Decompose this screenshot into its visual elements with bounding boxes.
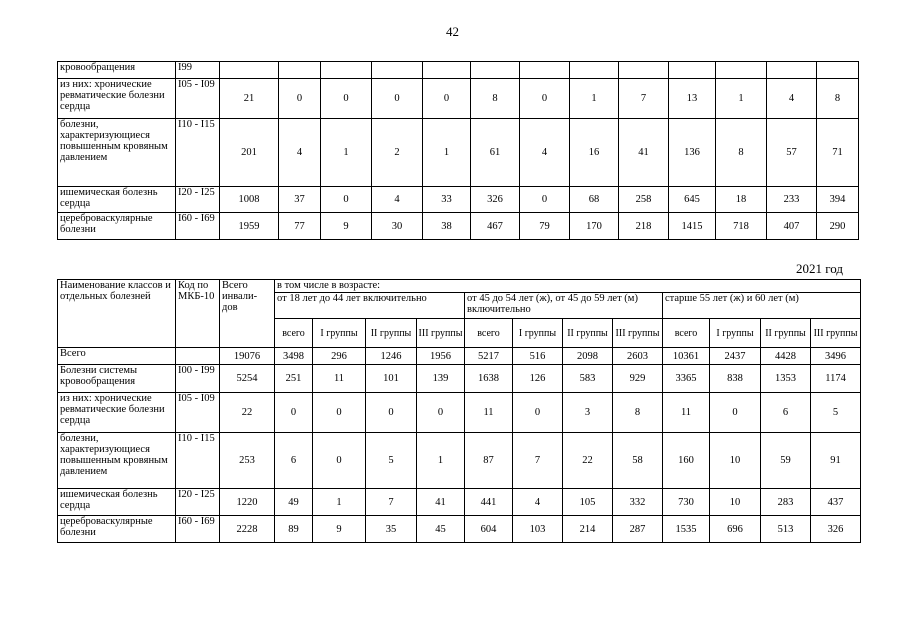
value-cell: 233: [767, 187, 817, 213]
value-cell: 61: [471, 119, 520, 187]
value-cell: 3496: [811, 348, 861, 365]
value-cell: 4: [513, 489, 563, 516]
value-cell: 8: [716, 119, 767, 187]
table-row: [58, 516, 861, 543]
value-cell: 7: [619, 79, 669, 119]
icd-code: I60 - I69: [176, 213, 220, 240]
disease-name: болезни, характеризующиеся повышенным кровяным давлением: [58, 119, 176, 187]
value-cell: [220, 62, 279, 79]
value-cell: 283: [761, 489, 811, 516]
value-cell: 5: [811, 393, 861, 433]
table-row: [58, 119, 859, 187]
value-cell: 0: [366, 393, 417, 433]
value-cell: 1: [423, 119, 471, 187]
table-row: [58, 433, 861, 489]
value-cell: 4: [279, 119, 321, 187]
value-cell: 1174: [811, 365, 861, 393]
disease-name: ишемическая болезнь сердца: [58, 489, 176, 516]
value-cell: 18: [716, 187, 767, 213]
value-cell: 516: [513, 348, 563, 365]
value-cell: 258: [619, 187, 669, 213]
header-group-18-44: от 18 лет до 44 лет включительно: [275, 293, 465, 319]
value-cell: 126: [513, 365, 563, 393]
value-cell: 59: [761, 433, 811, 489]
value-cell: [619, 62, 669, 79]
value-cell: 71: [817, 119, 859, 187]
disease-name: цереброваскулярные болезни: [58, 213, 176, 240]
value-cell: 1220: [220, 489, 275, 516]
value-cell: 11: [313, 365, 366, 393]
value-cell: 290: [817, 213, 859, 240]
value-cell: 6: [275, 433, 313, 489]
value-cell: 10: [710, 433, 761, 489]
disease-name: цереброваскулярные болезни: [58, 516, 176, 543]
value-cell: 22: [563, 433, 613, 489]
value-cell: 407: [767, 213, 817, 240]
icd-code: I99: [176, 62, 220, 79]
disease-name: Всего: [58, 348, 176, 365]
value-cell: 19076: [220, 348, 275, 365]
value-cell: 0: [710, 393, 761, 433]
value-cell: 87: [465, 433, 513, 489]
value-cell: 0: [423, 79, 471, 119]
header-sub-group-3: III группы: [417, 319, 465, 348]
value-cell: 38: [423, 213, 471, 240]
value-cell: 35: [366, 516, 417, 543]
value-cell: 0: [313, 393, 366, 433]
value-cell: 730: [663, 489, 710, 516]
header-sub-group-2: II группы: [563, 319, 613, 348]
value-cell: 139: [417, 365, 465, 393]
icd-code: I00 - I99: [176, 365, 220, 393]
table-continuation: [57, 61, 859, 240]
table-row: [58, 489, 861, 516]
value-cell: 10: [710, 489, 761, 516]
header-sub-total: всего: [663, 319, 710, 348]
value-cell: 8: [817, 79, 859, 119]
value-cell: 57: [767, 119, 817, 187]
value-cell: 1353: [761, 365, 811, 393]
value-cell: 77: [279, 213, 321, 240]
value-cell: 645: [669, 187, 716, 213]
value-cell: 105: [563, 489, 613, 516]
value-cell: 0: [279, 79, 321, 119]
value-cell: 8: [471, 79, 520, 119]
value-cell: 0: [275, 393, 313, 433]
value-cell: 253: [220, 433, 275, 489]
header-sub-group-3: III группы: [811, 319, 861, 348]
table-2021: [57, 279, 861, 543]
table-row: [58, 187, 859, 213]
value-cell: 838: [710, 365, 761, 393]
value-cell: 7: [366, 489, 417, 516]
disease-name: кровообращения: [58, 62, 176, 79]
value-cell: [570, 62, 619, 79]
table-row: [58, 62, 859, 79]
value-cell: 16: [570, 119, 619, 187]
value-cell: 0: [313, 433, 366, 489]
value-cell: 136: [669, 119, 716, 187]
value-cell: 1: [570, 79, 619, 119]
table-row: [58, 348, 861, 365]
value-cell: 8: [613, 393, 663, 433]
header-total: Всего инвали-дов: [220, 280, 275, 348]
value-cell: 2603: [613, 348, 663, 365]
header-sub-group-1: I группы: [513, 319, 563, 348]
value-cell: [321, 62, 372, 79]
value-cell: 2228: [220, 516, 275, 543]
value-cell: 3: [563, 393, 613, 433]
value-cell: 214: [563, 516, 613, 543]
header-age-caption: в том числе в возрасте:: [275, 280, 861, 293]
value-cell: 22: [220, 393, 275, 433]
value-cell: 1415: [669, 213, 716, 240]
value-cell: 3365: [663, 365, 710, 393]
value-cell: 0: [417, 393, 465, 433]
icd-code: I20 - I25: [176, 187, 220, 213]
page-number: 42: [446, 24, 459, 39]
value-cell: 1: [417, 433, 465, 489]
value-cell: 696: [710, 516, 761, 543]
header-sub-group-1: I группы: [313, 319, 366, 348]
value-cell: 218: [619, 213, 669, 240]
value-cell: 41: [417, 489, 465, 516]
value-cell: 4428: [761, 348, 811, 365]
icd-code: I60 - I69: [176, 516, 220, 543]
value-cell: 1008: [220, 187, 279, 213]
value-cell: 0: [372, 79, 423, 119]
value-cell: 13: [669, 79, 716, 119]
value-cell: 1: [716, 79, 767, 119]
value-cell: 7: [513, 433, 563, 489]
header-code: Код по МКБ-10: [176, 280, 220, 348]
value-cell: 2098: [563, 348, 613, 365]
value-cell: 1: [313, 489, 366, 516]
value-cell: 2437: [710, 348, 761, 365]
value-cell: 68: [570, 187, 619, 213]
value-cell: 101: [366, 365, 417, 393]
value-cell: 0: [520, 79, 570, 119]
header-sub-group-2: II группы: [761, 319, 811, 348]
header-sub-total: всего: [465, 319, 513, 348]
value-cell: [669, 62, 716, 79]
table-row: [58, 79, 859, 119]
year-label: 2021 год: [796, 261, 843, 276]
value-cell: 91: [811, 433, 861, 489]
value-cell: 9: [321, 213, 372, 240]
value-cell: 441: [465, 489, 513, 516]
value-cell: 1: [321, 119, 372, 187]
value-cell: 79: [520, 213, 570, 240]
value-cell: 326: [811, 516, 861, 543]
value-cell: 10361: [663, 348, 710, 365]
value-cell: 5: [366, 433, 417, 489]
value-cell: 6: [761, 393, 811, 433]
header-sub-group-3: III группы: [613, 319, 663, 348]
value-cell: 583: [563, 365, 613, 393]
value-cell: [520, 62, 570, 79]
value-cell: 4: [372, 187, 423, 213]
disease-name: из них: хронические ревматические болезни сердца: [58, 393, 176, 433]
icd-code: I05 - I09: [176, 79, 220, 119]
value-cell: 160: [663, 433, 710, 489]
value-cell: 0: [513, 393, 563, 433]
value-cell: [279, 62, 321, 79]
value-cell: 0: [321, 187, 372, 213]
disease-name: из них: хронические ревматические болезни сердца: [58, 79, 176, 119]
value-cell: 11: [465, 393, 513, 433]
header-sub-group-1: I группы: [710, 319, 761, 348]
disease-name: болезни, характеризующиеся повышенным кровяным давлением: [58, 433, 176, 489]
table-row: [58, 213, 859, 240]
value-cell: [817, 62, 859, 79]
value-cell: 718: [716, 213, 767, 240]
value-cell: 5217: [465, 348, 513, 365]
value-cell: 49: [275, 489, 313, 516]
table-row: [58, 365, 861, 393]
disease-name: ишемическая болезнь сердца: [58, 187, 176, 213]
value-cell: 58: [613, 433, 663, 489]
value-cell: 170: [570, 213, 619, 240]
value-cell: 287: [613, 516, 663, 543]
icd-code: I20 - I25: [176, 489, 220, 516]
value-cell: 4: [767, 79, 817, 119]
value-cell: 1246: [366, 348, 417, 365]
value-cell: [372, 62, 423, 79]
value-cell: 21: [220, 79, 279, 119]
header-group-55-60: старше 55 лет (ж) и 60 лет (м): [663, 293, 861, 319]
value-cell: 5254: [220, 365, 275, 393]
icd-code: I10 - I15: [176, 119, 220, 187]
value-cell: 467: [471, 213, 520, 240]
value-cell: 0: [321, 79, 372, 119]
value-cell: 326: [471, 187, 520, 213]
value-cell: 33: [423, 187, 471, 213]
header-sub-total: всего: [275, 319, 313, 348]
header-row-1: [58, 280, 861, 293]
value-cell: 437: [811, 489, 861, 516]
value-cell: 4: [520, 119, 570, 187]
value-cell: 3498: [275, 348, 313, 365]
value-cell: 296: [313, 348, 366, 365]
value-cell: 1535: [663, 516, 710, 543]
value-cell: [767, 62, 817, 79]
value-cell: 604: [465, 516, 513, 543]
value-cell: 45: [417, 516, 465, 543]
value-cell: [423, 62, 471, 79]
icd-code: I10 - I15: [176, 433, 220, 489]
value-cell: [716, 62, 767, 79]
value-cell: 394: [817, 187, 859, 213]
value-cell: 1956: [417, 348, 465, 365]
value-cell: 89: [275, 516, 313, 543]
value-cell: 37: [279, 187, 321, 213]
disease-name: Болезни системы кровообращения: [58, 365, 176, 393]
value-cell: 103: [513, 516, 563, 543]
table-row: [58, 393, 861, 433]
value-cell: 1638: [465, 365, 513, 393]
value-cell: [471, 62, 520, 79]
value-cell: 201: [220, 119, 279, 187]
value-cell: 929: [613, 365, 663, 393]
icd-code: [176, 348, 220, 365]
icd-code: I05 - I09: [176, 393, 220, 433]
value-cell: 41: [619, 119, 669, 187]
header-name: Наименование классов и отдельных болезней: [58, 280, 176, 348]
value-cell: 0: [520, 187, 570, 213]
value-cell: 30: [372, 213, 423, 240]
header-sub-group-2: II группы: [366, 319, 417, 348]
value-cell: 332: [613, 489, 663, 516]
value-cell: 1959: [220, 213, 279, 240]
value-cell: 9: [313, 516, 366, 543]
value-cell: 11: [663, 393, 710, 433]
value-cell: 251: [275, 365, 313, 393]
value-cell: 513: [761, 516, 811, 543]
header-group-45-59: от 45 до 54 лет (ж), от 45 до 59 лет (м) включительно: [465, 293, 663, 319]
value-cell: 2: [372, 119, 423, 187]
